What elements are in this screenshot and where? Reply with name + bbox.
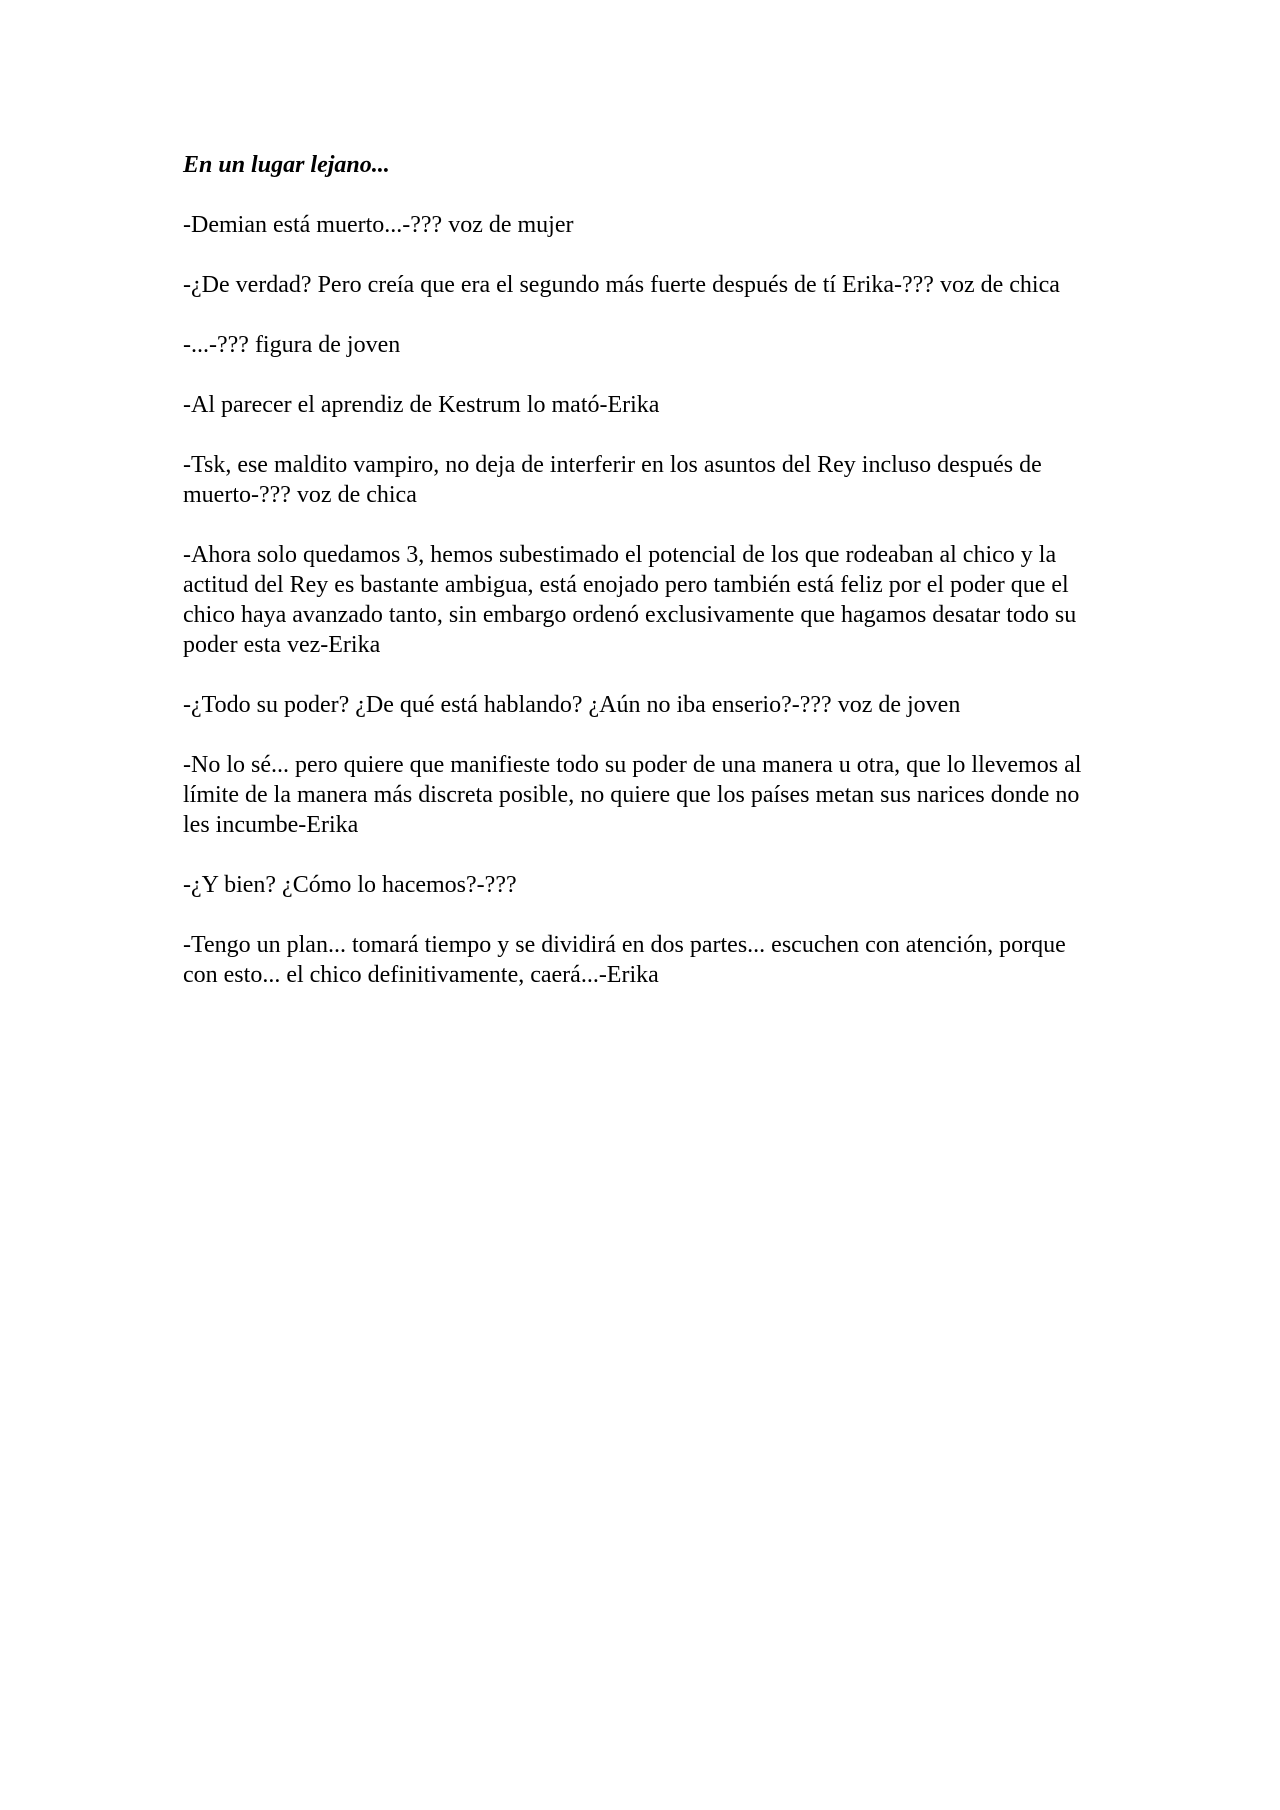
dialogue-paragraph: -Tengo un plan... tomará tiempo y se dividirá en dos partes... escuchen con atención, porque con esto... el chico definitivamente, caerá...-Erika bbox=[183, 932, 1066, 988]
dialogue-paragraph: -Al parecer el aprendiz de Kestrum lo mató-Erika bbox=[183, 392, 660, 418]
dialogue-paragraph: -...-??? figura de joven bbox=[183, 332, 401, 358]
section-heading: En un lugar lejano... bbox=[183, 152, 390, 178]
dialogue-paragraph: -¿Todo su poder? ¿De qué está hablando? ¿Aún no iba enserio?-??? voz de joven bbox=[183, 692, 961, 718]
dialogue-paragraph: -¿Y bien? ¿Cómo lo hacemos?-??? bbox=[183, 872, 517, 898]
document-body bbox=[183, 150, 1103, 1020]
dialogue-paragraph: -Demian está muerto...-??? voz de mujer bbox=[183, 212, 574, 238]
dialogue-paragraph: -¿De verdad? Pero creía que era el segundo más fuerte después de tí Erika-??? voz de chica bbox=[183, 272, 1060, 298]
dialogue-paragraph: -Ahora solo quedamos 3, hemos subestimado el potencial de los que rodeaban al chico y la actitud del Rey es bastante ambigua, está enojado pero también está feliz por el poder que el chico haya avanzado tanto, sin embargo ordenó exclusivamente que hagamos desatar todo su poder esta vez-Erika bbox=[183, 542, 1077, 658]
dialogue-paragraph: -Tsk, ese maldito vampiro, no deja de interferir en los asuntos del Rey incluso después de muerto-??? voz de chica bbox=[183, 452, 1042, 508]
dialogue-paragraph: -No lo sé... pero quiere que manifieste todo su poder de una manera u otra, que lo llevemos al límite de la manera más discreta posible, no quiere que los países metan sus narices donde no les incumbe-Erika bbox=[183, 752, 1082, 838]
